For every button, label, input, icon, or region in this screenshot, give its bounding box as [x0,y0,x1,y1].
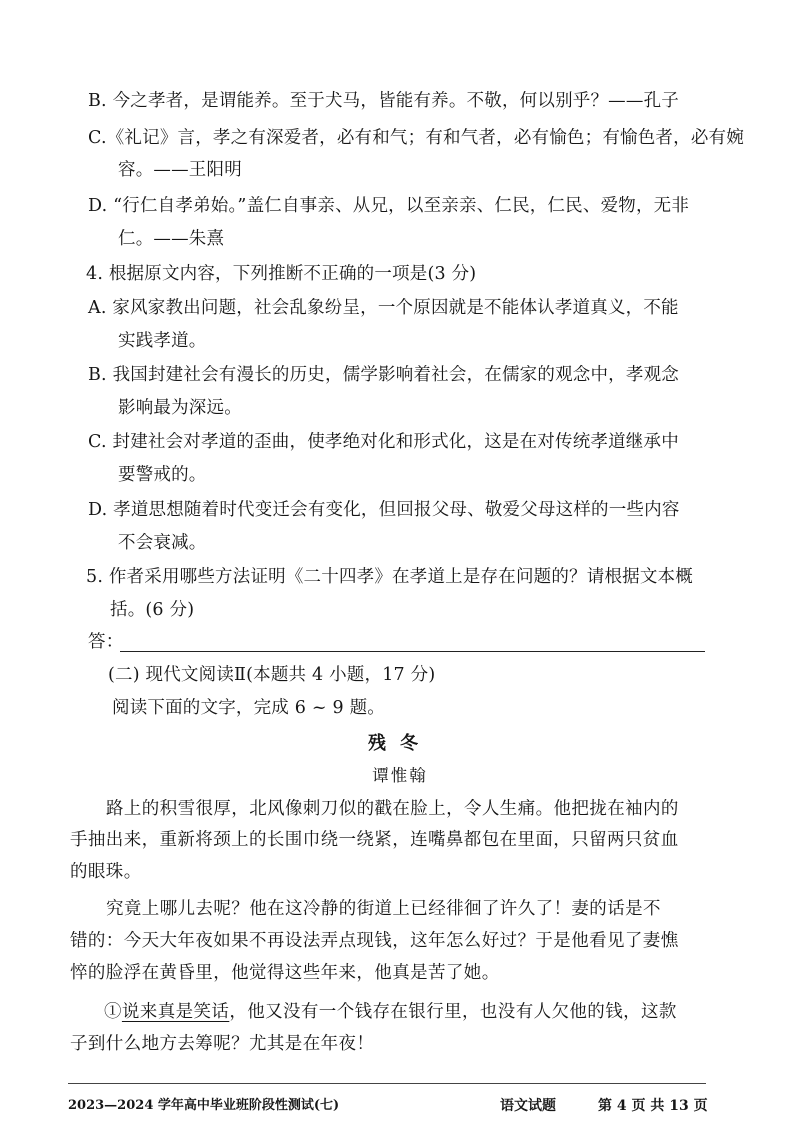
q4-option-b-line1: B. 我国封建社会有漫长的历史，儒学影响着社会，在儒家的观念中，孝观念 [88,365,679,385]
q4-option-c-line2: 要警戒的。 [118,465,207,485]
q5-stem-line2: 括。(6 分) [110,600,195,620]
q3-option-c-line2: 容。——王阳明 [118,160,242,180]
q4-option-d-line1: D. 孝道思想随着时代变迁会有变化，但回报父母、敬爱父母这样的一些内容 [88,500,680,520]
story-p1-line3: 的眼珠。 [70,862,142,882]
story-p2-line2: 错的：今天大年夜如果不再设法弄点现钱，这年怎么好过？于是他看见了妻憔 [70,931,679,951]
story-p1-line2: 手抽出来，重新将颈上的长围巾绕一绕紧，连嘴鼻都包在里面，只留两只贫血 [70,830,679,850]
footer-rule [68,1083,706,1084]
footer-page-info: 第 4 页 共 13 页 [598,1098,708,1114]
underlined-phrase: 说来真是笑话 [121,1002,230,1022]
q4-option-d-line2: 不会衰减。 [118,533,207,553]
story-p2-line1: 究竟上哪儿去呢？他在这冷静的街道上已经徘徊了许久了！妻的话是不 [106,899,661,919]
q3-option-b: B. 今之孝者，是谓能养。至于犬马，皆能有养。不敬，何以别乎？——孔子 [88,91,679,111]
q4-option-c-line1: C. 封建社会对孝道的歪曲，使孝绝对化和形式化，这是在对传统孝道继承中 [88,432,679,452]
story-p3-line2: 子到什么地方去筹呢？尤其是在年夜！ [70,1034,375,1054]
paragraph-marker: ① [104,1002,122,1022]
q3-option-c-line1: C.《礼记》言，孝之有深爱者，必有和气；有和气者，必有愉色；有愉色者，必有婉 [88,128,744,148]
story-p1-line1: 路上的积雪很厚，北风像刺刀似的戳在脸上，令人生痛。他把拢在袖内的 [106,799,679,819]
q5-stem-line1: 5. 作者采用哪些方法证明《二十四孝》在孝道上是存在问题的？请根据文本概 [86,567,693,587]
story-author: 谭惟翰 [372,766,428,785]
answer-line[interactable] [120,651,705,652]
q4-option-a-line1: A. 家风家教出问题，社会乱象纷呈，一个原因就是不能体认孝道真义，不能 [88,298,679,318]
footer-exam-name: 2023—2024 学年高中毕业班阶段性测试(七) [68,1098,340,1113]
section-heading: (二) 现代文阅读Ⅱ(本题共 4 小题，17 分) [108,665,436,685]
story-p3-line1 [104,1000,677,1024]
q4-stem: 4. 根据原文内容，下列推断不正确的一项是(3 分) [86,264,477,284]
q4-option-b-line2: 影响最为深远。 [118,398,242,418]
section-instruction: 阅读下面的文字，完成 6 ~ 9 题。 [112,698,385,718]
story-p2-line3: 悴的脸浮在黄昏里，他觉得这些年来，他真是苦了她。 [70,963,500,983]
q4-option-a-line2: 实践孝道。 [118,331,207,351]
story-title: 残冬 [368,733,432,754]
q3-option-d-line1: D. “行仁自孝弟始。”盖仁自事亲、从兄，以至亲亲、仁民，仁民、爱物，无非 [88,196,690,216]
story-p3-line1-rest: ，他又没有一个钱存在银行里，也没有人欠他的钱，这款 [229,1002,677,1022]
footer-subject: 语文试题 [500,1098,556,1114]
answer-label: 答： [88,632,124,652]
q3-option-d-line2: 仁。——朱熹 [118,229,225,249]
